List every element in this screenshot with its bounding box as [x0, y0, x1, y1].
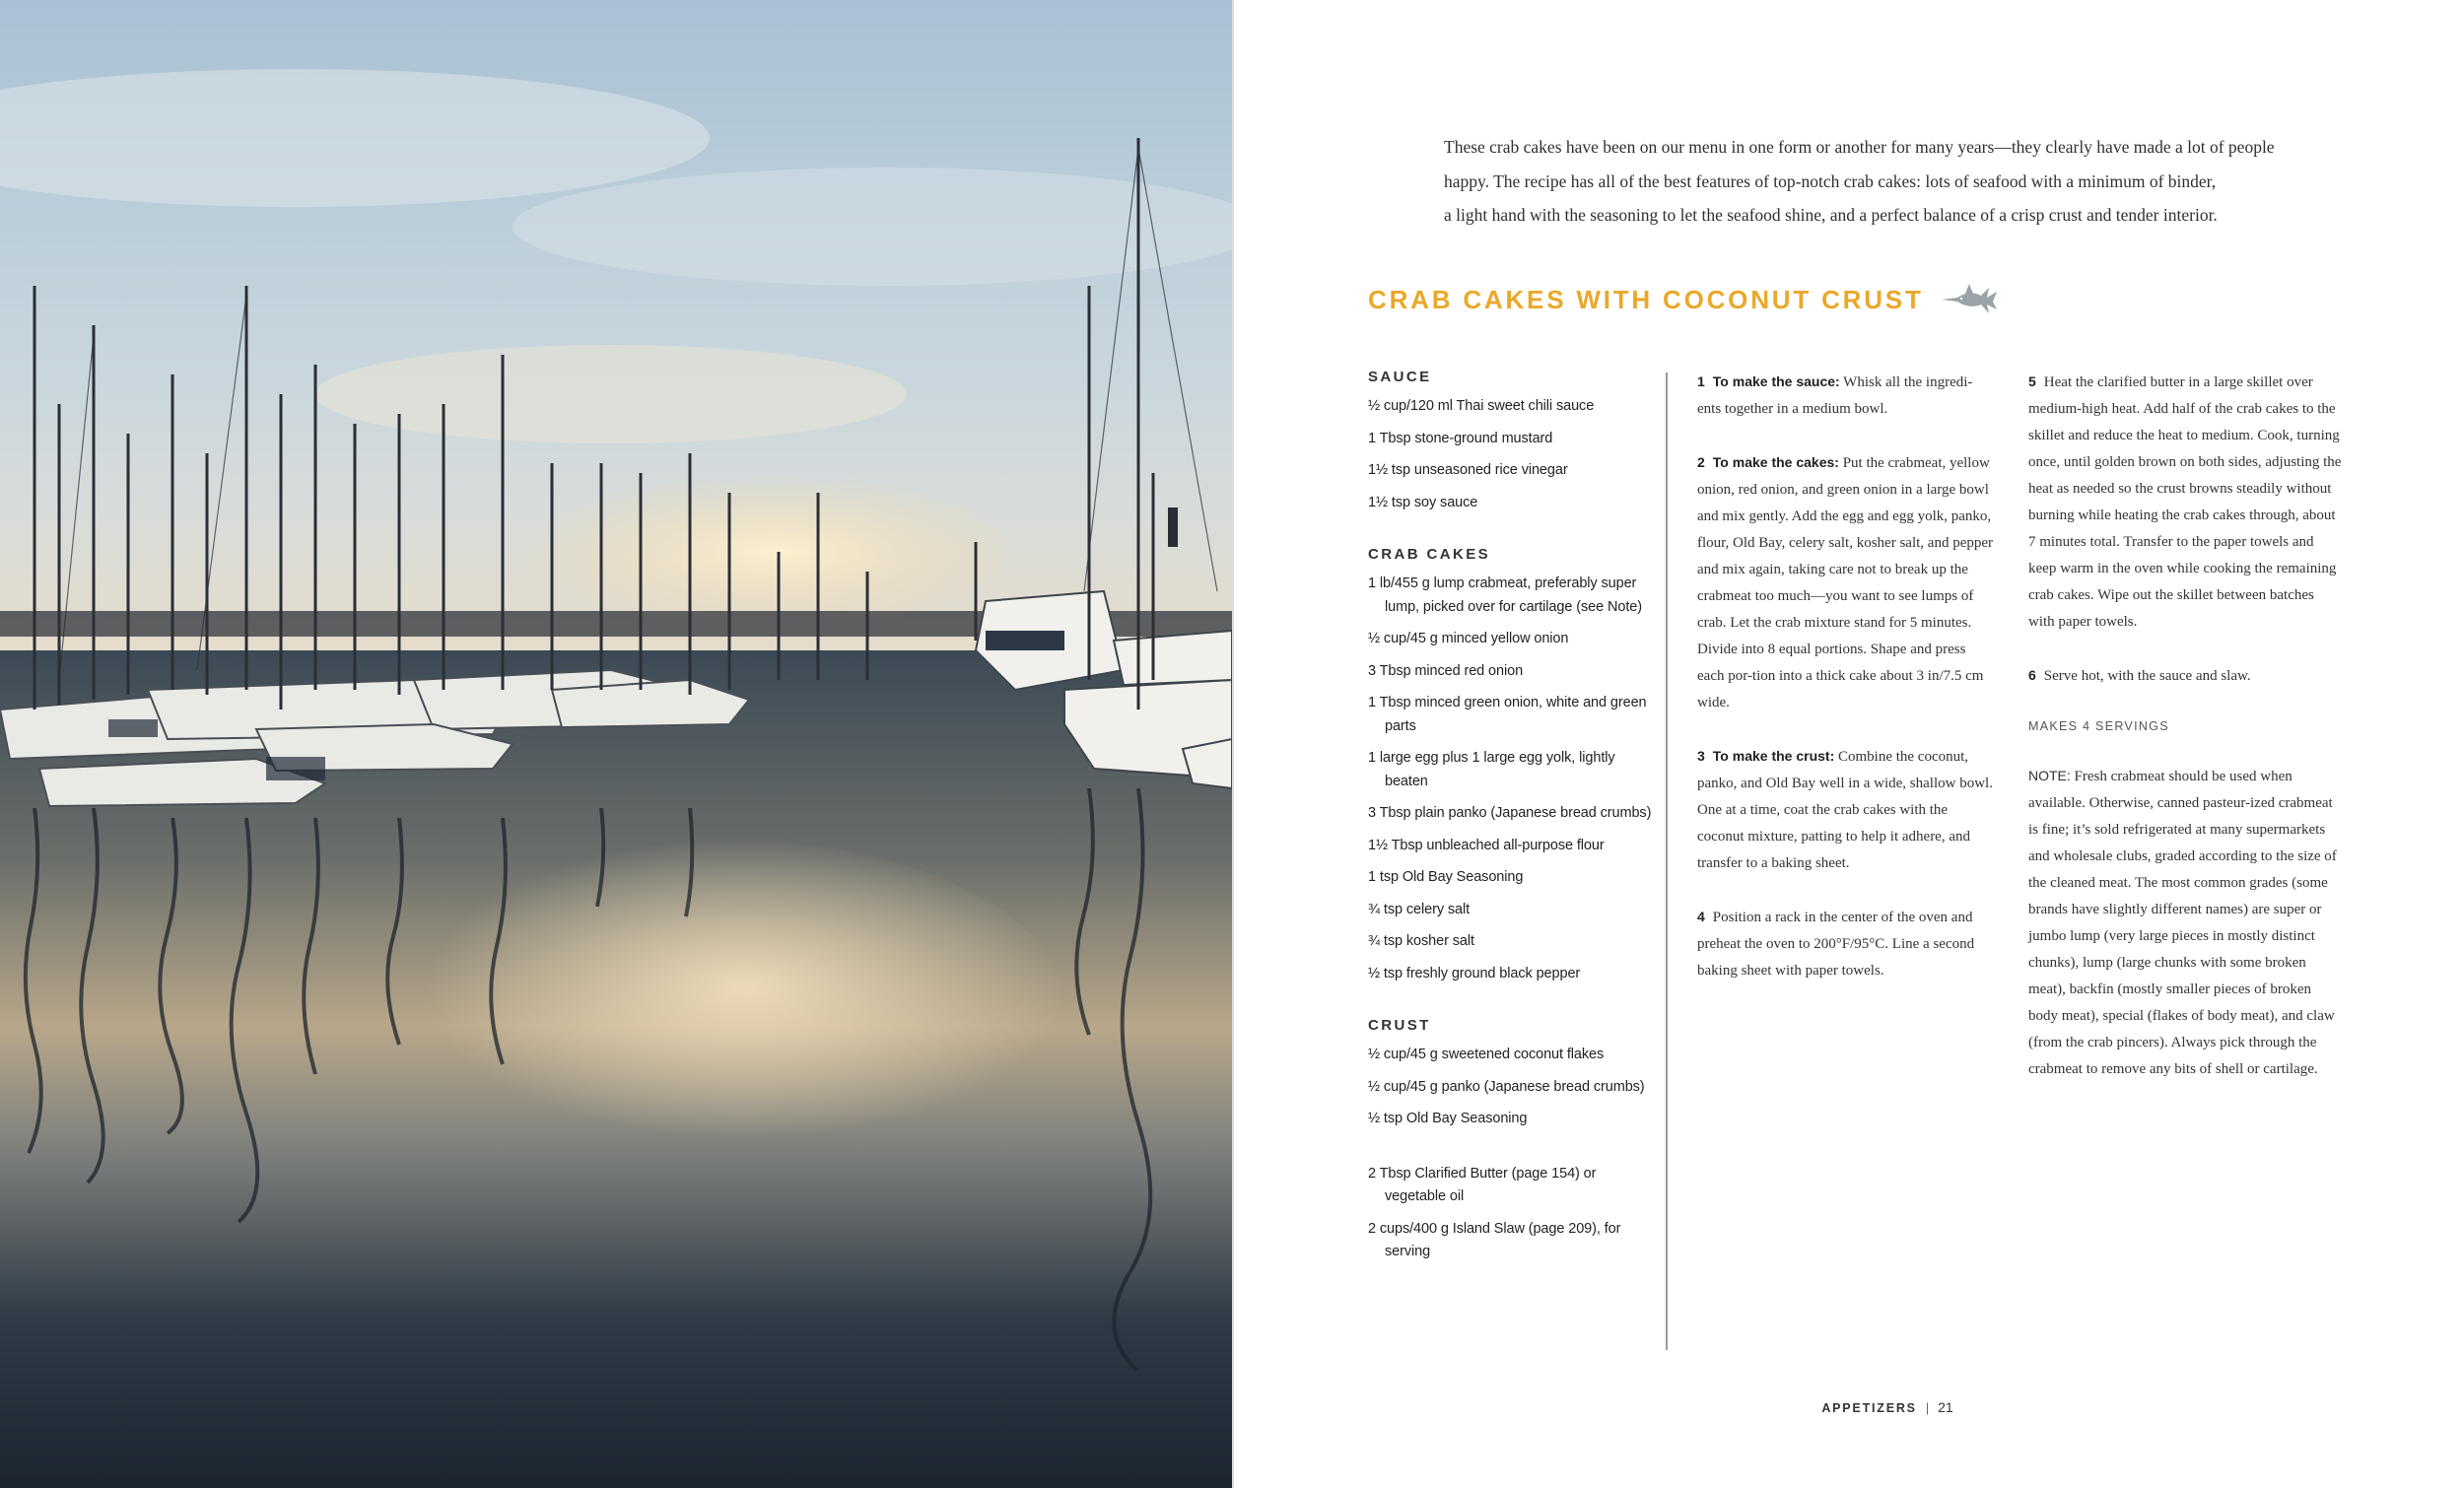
ingredient-item: 1 lb/455 g lump crabmeat, preferably super lump, picked over for cartilage (see Note) — [1368, 575, 1642, 615]
ingredient-item: 3 Tbsp minced red onion — [1368, 662, 1524, 679]
note-label: NOTE: — [2028, 768, 2071, 783]
crust-heading: CRUST — [1368, 1017, 1431, 1034]
step-lead: To make the crust: — [1712, 748, 1835, 764]
step-number: 4 — [1697, 909, 1705, 924]
ingredient-item: ½ tsp Old Bay Seasoning — [1368, 1111, 1528, 1126]
intro-line: These crab cakes have been on our menu in one form or another for many years—they clearly have made a lot of people — [1444, 137, 2275, 157]
step-text: Heat the clarified butter in a large skillet over medium-high heat. Add half of the crab cakes to the skillet and reduce the heat to medium. Cook, turning once, until golden brown on both sides, adjusting the heat as needed so the crust browns steadily without burning while heating the crab cakes through, about 7 minutes total. Transfer to the paper towels and keep warm in the oven while cooking the remaining crab cakes. Wipe out the skillet between batches with paper towels. — [2028, 374, 2342, 630]
step-text: Serve hot, with the sauce and slaw. — [2043, 668, 2251, 684]
recipe-step — [1697, 369, 1993, 423]
step-number: 1 — [1697, 373, 1705, 389]
ingredient-item: 2 cups/400 g Island Slaw (page 209), for serving — [1368, 1220, 1621, 1259]
step-lead: To make the cakes: — [1712, 454, 1839, 470]
ingredient-item: ½ cup/45 g panko (Japanese bread crumbs) — [1368, 1078, 1645, 1095]
step-number: 2 — [1697, 454, 1705, 470]
page-footer — [1676, 1399, 2099, 1415]
step-text: Put the crabmeat, yellow onion, red onion, and green onion in a large bowl and mix gently. Add the egg and egg yolk, panko, flour, Old Bay, celery salt, kosher salt, and pepper and mix again, taking care not to break up the crabmeat too much—you want to see lumps of crab. Let the crab mixture stand for 5 minutes. Divide into 8 equal portions. Shape and press each por-tion into a thick cake about 3 in/7.5 cm wide. — [1697, 455, 1993, 710]
ingredient-item: 1½ tsp soy sauce — [1368, 494, 1478, 510]
ingredient-item: 3 Tbsp plain panko (Japanese bread crumbs) — [1368, 805, 1652, 821]
sauce-heading: SAUCE — [1368, 369, 1432, 385]
extras-group — [1368, 1163, 1654, 1264]
step-text: Position a rack in the center of the oven and preheat the oven to 200°F/95°C. Line a second baking sheet with paper towels. — [1697, 910, 1975, 979]
recipe-step — [1697, 449, 1993, 716]
step-number: 3 — [1697, 748, 1705, 764]
page-number: 21 — [1938, 1399, 1953, 1415]
recipe-note — [2028, 763, 2344, 1083]
ingredient-item: ½ cup/45 g sweetened coconut flakes — [1368, 1047, 1605, 1062]
steps-column-2 — [2028, 369, 2344, 1083]
intro-line: a light hand with the seasoning to let the seafood shine, and a perfect balance of a crisp crust and tender interior. — [1444, 205, 2218, 225]
column-divider — [1666, 372, 1668, 1350]
intro-paragraph — [1444, 130, 2311, 233]
recipe-step — [1697, 743, 1993, 877]
ingredient-item: 2 Tbsp Clarified Butter (page 154) or vegetable oil — [1368, 1165, 1597, 1204]
recipe-step — [1697, 904, 1993, 984]
ingredient-item: 1½ Tbsp unbleached all-purpose flour — [1368, 837, 1605, 853]
crab-cakes-group — [1368, 546, 1654, 985]
ingredient-item: ½ tsp freshly ground black pepper — [1368, 965, 1581, 981]
footer-separator: | — [1925, 1401, 1930, 1415]
crab-cakes-heading: CRAB CAKES — [1368, 546, 1491, 563]
ingredient-item: ½ cup/120 ml Thai sweet chili sauce — [1368, 398, 1595, 414]
crust-group — [1368, 1017, 1654, 1131]
step-number: 6 — [2028, 667, 2036, 683]
step-text: Combine the coconut, panko, and Old Bay well in a wide, shallow bowl. One at a time, coat the crab cakes with the coconut mixture, patting to help it adhere, and transfer to a baking sheet. — [1697, 749, 1993, 871]
ingredient-item: 1 Tbsp minced green onion, white and green parts — [1368, 695, 1647, 734]
intro-line: happy. The recipe has all of the best features of top-notch crab cakes: lots of seafood with a minimum of binder, — [1444, 170, 2217, 191]
sauce-group — [1368, 369, 1654, 514]
servings-label: MAKES 4 SERVINGS — [2028, 719, 2169, 733]
ingredients-column — [1368, 369, 1654, 1296]
steps-column-1 — [1697, 369, 1993, 1011]
step-number: 5 — [2028, 373, 2036, 389]
recipe-step — [2028, 369, 2344, 636]
step-text: Whisk all the ingredi-ents together in a medium bowl. — [1697, 374, 1973, 417]
ingredient-item: 1½ tsp unseasoned rice vinegar — [1368, 462, 1568, 478]
step-lead: To make the sauce: — [1712, 373, 1840, 389]
recipe-title: CRAB CAKES WITH COCONUT CRUST — [1368, 284, 1924, 314]
ingredient-item: 1 tsp Old Bay Seasoning — [1368, 869, 1524, 885]
recipe-title-row — [1368, 278, 1999, 321]
ingredient-item: ¾ tsp kosher salt — [1368, 933, 1474, 949]
ingredient-item: ½ cup/45 g minced yellow onion — [1368, 631, 1569, 646]
ingredient-item: 1 large egg plus 1 large egg yolk, lightly beaten — [1368, 750, 1615, 789]
footer-section: APPETIZERS — [1821, 1401, 1917, 1415]
recipe-step — [2028, 662, 2344, 690]
ingredient-item: 1 Tbsp stone-ground mustard — [1368, 430, 1553, 446]
ingredient-item: ¾ tsp celery salt — [1368, 901, 1471, 917]
marlin-icon — [1940, 280, 1999, 319]
note-text: Fresh crabmeat should be used when available. Otherwise, canned pasteur-ized crabmeat is fine; it’s sold refrigerated at many supermarkets and wholesale clubs, graded according to the size of the cleaned meat. The most common grades (some brands have slightly different names) are super or jumbo lump (very large pieces in mostly distinct chunks), lump (large chunks with some broken meat), backfin (mostly smaller pieces of broken body meat), special (flakes of body meat), and claw (from the crab pincers). Always pick through the crabmeat to remove any bits of shell or cartilage. — [2028, 769, 2337, 1077]
